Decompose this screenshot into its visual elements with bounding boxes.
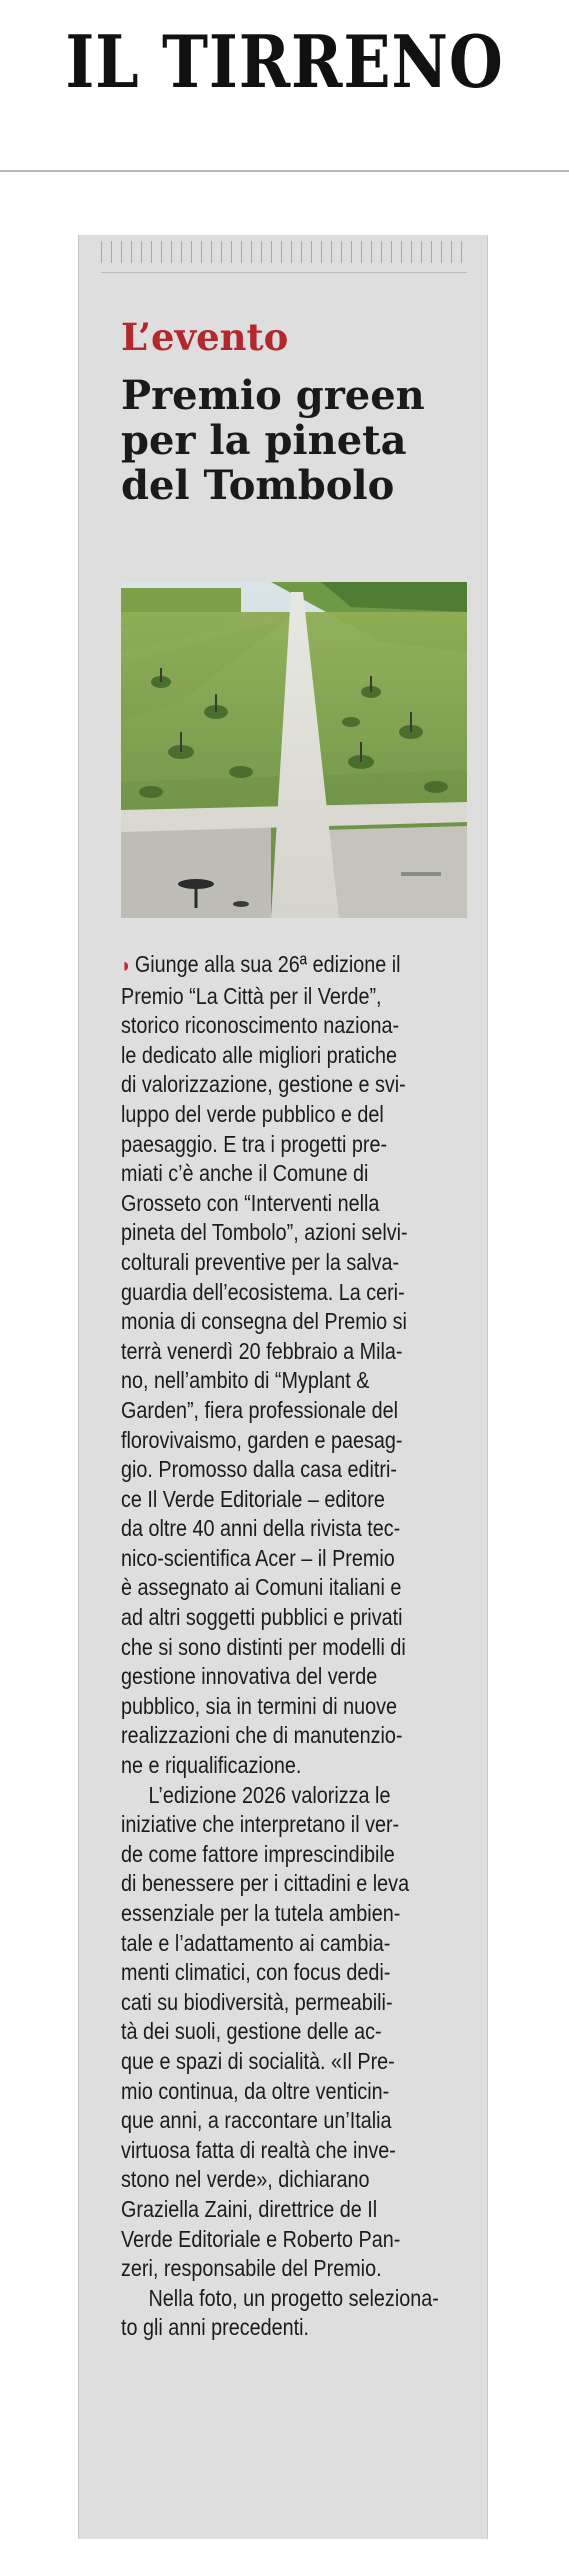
body-line-text: pineta del Tombolo”, azioni selvi- — [121, 1219, 408, 1246]
body-line — [121, 2313, 422, 2343]
body-line — [121, 1070, 422, 1100]
body-line — [121, 1721, 422, 1751]
body-line-text: stono nel verde», dichiarano — [121, 2166, 370, 2193]
body-line — [121, 950, 422, 982]
body-line — [121, 1662, 422, 1692]
body-line — [121, 1366, 422, 1396]
body-line-text: Grosseto con “Interventi nella — [121, 1189, 380, 1216]
body-line — [121, 2254, 422, 2284]
body-line-text: tà dei suoli, gestione delle ac- — [121, 2018, 382, 2045]
article-headline — [121, 373, 461, 508]
body-line — [121, 1929, 422, 1959]
body-line — [121, 1840, 422, 1870]
body-line — [121, 1278, 422, 1308]
body-line — [121, 1692, 422, 1722]
body-line — [121, 1011, 422, 1041]
body-line — [121, 2284, 439, 2314]
body-line-text: gestione innovativa del verde — [121, 1663, 378, 1690]
body-line — [121, 2225, 422, 2255]
body-line — [121, 1633, 422, 1663]
body-line-text: essenziale per la tutela ambien- — [121, 1900, 401, 1926]
park-photo-illustration — [121, 582, 467, 918]
body-line-text: di valorizzazione, gestione e svi- — [121, 1071, 406, 1098]
body-line-text: terrà venerdì 20 febbraio a Mila- — [121, 1337, 403, 1364]
body-line — [121, 1159, 422, 1189]
body-line — [121, 2195, 422, 2225]
body-line-text: tale e l’adattamento ai cambia- — [121, 1929, 391, 1956]
body-line-text: Garden”, fiera professionale del — [121, 1396, 399, 1423]
newspaper-logo: IL TIRRENO — [65, 19, 504, 104]
body-line — [121, 1130, 422, 1160]
body-line-text: è assegnato ai Comuni italiani e — [121, 1574, 402, 1601]
body-line-text: Giunge alla sua 26ª edizione il — [134, 951, 401, 977]
body-line — [121, 1455, 422, 1485]
body-line — [121, 2017, 422, 2047]
body-line-text: florovivaismo, garden e paesag- — [121, 1426, 403, 1453]
body-line — [121, 1307, 422, 1337]
body-line-text: da oltre 40 anni della rivista tec- — [121, 1515, 401, 1542]
body-line — [121, 1573, 422, 1603]
body-line — [121, 1485, 422, 1515]
headline-line: Premio green — [121, 372, 425, 419]
body-line-text: Nella foto, un progetto seleziona- — [148, 2284, 439, 2311]
body-line-text: ce Il Verde Editoriale – editore — [121, 1485, 385, 1512]
body-line-text: zeri, responsabile del Premio. — [121, 2255, 382, 2282]
body-line — [121, 1100, 422, 1130]
body-line-text: colturali preventive per la salva- — [121, 1248, 400, 1275]
body-line — [121, 1603, 422, 1633]
body-line — [121, 1218, 422, 1248]
body-line-text: di benessere per i cittadini e leva — [121, 1870, 410, 1897]
body-line — [121, 1958, 422, 1988]
body-line-text: no, nell’ambito di “Myplant & — [121, 1367, 370, 1394]
body-line — [121, 2165, 422, 2195]
body-line — [121, 1869, 422, 1899]
body-line-text: paesaggio. E tra i progetti pre- — [121, 1130, 388, 1157]
paragraph-bullet-icon: ◗ — [121, 955, 132, 977]
headline-line: del Tombolo — [121, 462, 395, 509]
body-line-text: le dedicato alle migliori pratiche — [121, 1041, 397, 1068]
body-line — [121, 1988, 422, 2018]
body-line-text: menti climatici, con focus dedi- — [121, 1959, 391, 1986]
body-line-text: miati c’è anche il Comune di — [121, 1160, 369, 1187]
body-line — [121, 1544, 422, 1574]
body-line-text: luppo del verde pubblico e del — [121, 1100, 384, 1127]
body-line-text: Verde Editoriale e Roberto Pan- — [121, 2225, 401, 2252]
body-line — [121, 1248, 422, 1278]
masthead — [0, 0, 569, 172]
body-line-text: Graziella Zaini, direttrice de Il — [121, 2195, 378, 2222]
body-line-text: nico-scientifica Acer – il Premio — [121, 1544, 395, 1571]
body-line-text: gio. Promosso dalla casa editri- — [121, 1456, 397, 1483]
body-line — [121, 1514, 422, 1544]
body-line — [121, 1189, 422, 1219]
body-line-text: L’edizione 2026 valorizza le — [148, 1781, 391, 1808]
body-line-text: monia di consegna del Premio si — [121, 1308, 407, 1335]
body-line-text: que e spazi di socialità. «Il Pre- — [121, 2047, 395, 2074]
article-body — [121, 950, 471, 2343]
body-line — [121, 1751, 422, 1781]
body-line-text: ad altri soggetti pubblici e privati — [121, 1604, 403, 1631]
body-line — [121, 1781, 422, 1811]
body-line-text: storico riconoscimento naziona- — [121, 1012, 400, 1039]
body-line — [121, 1810, 422, 1840]
body-line — [121, 1396, 422, 1426]
body-line — [121, 2136, 422, 2166]
body-line-text: realizzazioni che di manutenzio- — [121, 1722, 403, 1749]
body-line — [121, 2047, 422, 2077]
body-line-text: pubblico, sia in termini di nuove — [121, 1692, 397, 1719]
article-kicker: L’evento — [121, 315, 289, 359]
body-line-text: mio continua, da oltre venticin- — [121, 2077, 390, 2104]
body-line — [121, 1426, 422, 1456]
body-line-text: to gli anni precedenti. — [121, 2314, 310, 2341]
body-line-text: ne e riqualificazione. — [121, 1752, 302, 1779]
article-photo — [121, 582, 467, 918]
body-line-text: de come fattore imprescindibile — [121, 1840, 395, 1867]
body-line-text: che si sono distinti per modelli di — [121, 1633, 406, 1660]
body-line-text: que anni, a raccontare un’Italia — [121, 2107, 392, 2134]
body-line-text: iniziative che interpretano il ver- — [121, 1811, 400, 1838]
article-clipping — [78, 235, 488, 2539]
body-line — [121, 2106, 422, 2136]
body-line — [121, 1041, 422, 1071]
body-line-text: cati su biodiversità, permeabili- — [121, 1988, 393, 2015]
body-line-text: Premio “La Città per il Verde”, — [121, 982, 382, 1009]
headline-line: per la pineta — [121, 417, 407, 464]
body-line-text: guardia dell’ecosistema. La ceri- — [121, 1278, 405, 1305]
body-line — [121, 2077, 422, 2107]
body-line — [121, 982, 422, 1012]
decorative-rule — [101, 241, 467, 263]
body-line — [121, 1337, 422, 1367]
body-line — [121, 1899, 422, 1929]
body-line-text: virtuosa fatta di realtà che inve- — [121, 2136, 396, 2163]
